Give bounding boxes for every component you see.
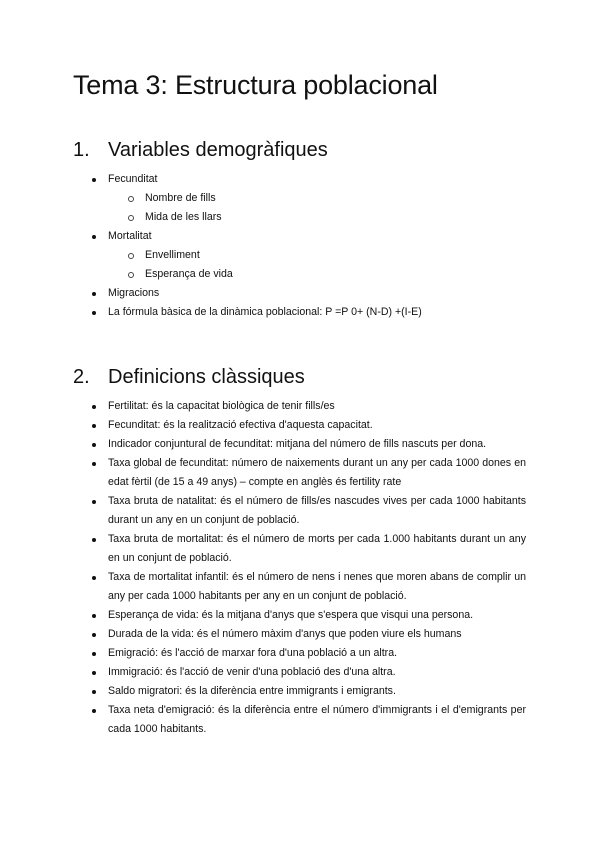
list-item: Migracions xyxy=(0,284,526,303)
list-item: Fecunditat: és la realització efectiva d'aquesta capacitat. xyxy=(0,416,526,435)
bullet-icon xyxy=(92,652,96,656)
list-item: Taxa neta d'emigració: és la diferència entre el número d'immigrants i el d'emigrants per cada 1000 habitants. xyxy=(0,701,526,739)
list-item: Esperança de vida: és la mitjana d'anys que s'espera que visqui una persona. xyxy=(0,606,526,625)
sub-list-item: Mida de les llars xyxy=(0,208,526,227)
list-item: Fecunditat xyxy=(0,170,526,189)
bullet-icon xyxy=(92,292,96,296)
list-item: Emigració: és l'acció de marxar fora d'una població a un altra. xyxy=(0,644,526,663)
section-title: Variables demogràfiques xyxy=(108,139,328,161)
variables-list xyxy=(0,170,526,322)
section-heading-definicions xyxy=(73,366,305,389)
list-item: Saldo migratori: és la diferència entre immigrants i emigrants. xyxy=(0,682,526,701)
section-number: 2. xyxy=(73,366,90,388)
page-title: Tema 3: Estructura poblacional xyxy=(73,70,438,100)
hollow-bullet-icon xyxy=(128,253,134,259)
bullet-icon xyxy=(92,538,96,542)
bullet-icon xyxy=(92,614,96,618)
list-item: Mortalitat xyxy=(0,227,526,246)
bullet-icon xyxy=(92,671,96,675)
list-item: Indicador conjuntural de fecunditat: mitjana del número de fills nascuts per dona. xyxy=(0,435,526,454)
list-item: Taxa bruta de mortalitat: és el número de morts per cada 1.000 habitants durant un any en un conjunt de població. xyxy=(0,530,526,568)
bullet-icon xyxy=(92,424,96,428)
bullet-icon xyxy=(92,500,96,504)
definitions-list xyxy=(0,397,526,739)
bullet-icon xyxy=(92,405,96,409)
hollow-bullet-icon xyxy=(128,272,134,278)
list-item: Taxa global de fecunditat: número de naixements durant un any per cada 1000 dones en edat fèrtil (de 15 a 49 anys) – compte en anglès és fertility rate xyxy=(0,454,526,492)
section-title: Definicions clàssiques xyxy=(108,366,305,388)
bullet-icon xyxy=(92,709,96,713)
list-item: Durada de la vida: és el número màxim d'anys que poden viure els humans xyxy=(0,625,526,644)
list-item: Taxa de mortalitat infantil: és el número de nens i nenes que moren abans de complir un any per cada 1000 habitants per any en un conjunt de població. xyxy=(0,568,526,606)
bullet-icon xyxy=(92,576,96,580)
bullet-icon xyxy=(92,235,96,239)
bullet-icon xyxy=(92,443,96,447)
bullet-icon xyxy=(92,633,96,637)
bullet-icon xyxy=(92,462,96,466)
bullet-icon xyxy=(92,178,96,182)
sub-list-item: Nombre de fills xyxy=(0,189,526,208)
hollow-bullet-icon xyxy=(128,215,134,221)
list-item: Immigració: és l'acció de venir d'una població des d'una altra. xyxy=(0,663,526,682)
sub-list-item: Envelliment xyxy=(0,246,526,265)
list-item: La fórmula bàsica de la dinàmica poblacional: P =P 0+ (N-D) +(I-E) xyxy=(0,303,526,322)
list-item: Fertilitat: és la capacitat biològica de tenir fills/es xyxy=(0,397,526,416)
sub-list-item: Esperança de vida xyxy=(0,265,526,284)
bullet-icon xyxy=(92,311,96,315)
bullet-icon xyxy=(92,690,96,694)
list-item: Taxa bruta de natalitat: és el número de fills/es nascudes vives per cada 1000 habitants durant un any en un conjunt de població. xyxy=(0,492,526,530)
section-heading-variables xyxy=(73,139,328,162)
hollow-bullet-icon xyxy=(128,196,134,202)
section-number: 1. xyxy=(73,139,90,161)
